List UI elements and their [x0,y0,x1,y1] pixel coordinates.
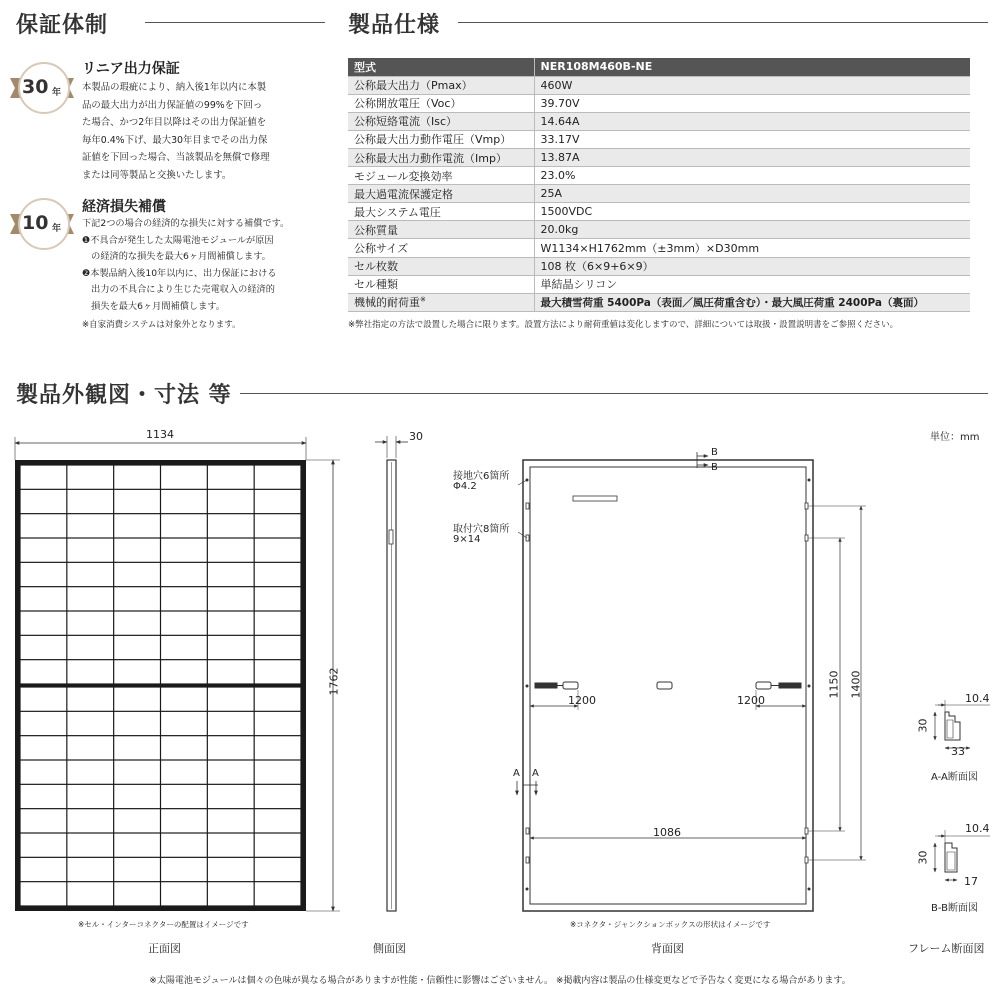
solar-cell [114,490,160,513]
solar-cell [67,688,113,711]
solar-cell [114,882,160,905]
bb-label: B-B断面図 [931,903,978,914]
dim-1400: 1400 [849,670,863,699]
spec-value: 25A [534,185,970,203]
spec-value: 39.70V [534,94,970,112]
solar-cell [114,736,160,759]
solar-cell [161,785,207,808]
solar-cell [114,785,160,808]
solar-cell [208,858,254,881]
spec-value: 108 枚（6×9+6×9） [534,257,970,275]
spec-value: 1500VDC [534,203,970,221]
spec-key: モジュール変換効率 [348,167,534,185]
solar-cell [67,736,113,759]
solar-cell [161,660,207,683]
solar-cell [21,834,67,857]
solar-cell [161,858,207,881]
solar-cell [21,636,67,659]
solar-cell [255,636,301,659]
solar-cell [114,587,160,610]
spec-key: 公称開放電圧（Voc） [348,94,534,112]
spec-key: 公称最大出力動作電流（Imp） [348,148,534,166]
badge-unit: 年 [52,224,62,234]
frame-section-aa [935,700,990,748]
back-view [517,452,866,911]
warranty-section-title: 保証体制 [16,13,109,38]
drawings-section-title: 製品外観図・寸法 等 [16,383,232,408]
solar-cell [255,612,301,635]
spec-value: 単結晶シリコン [534,275,970,293]
solar-cell [21,736,67,759]
spec-key: 公称サイズ [348,239,534,257]
spec-value: 460W [534,76,970,94]
solar-cell [161,587,207,610]
solar-cell [67,785,113,808]
solar-cell [21,785,67,808]
solar-cell [208,688,254,711]
section-b-top: B [711,447,718,458]
section-b-bottom: B [711,462,718,473]
solar-cell [21,587,67,610]
solar-cell [255,688,301,711]
solar-cell [161,612,207,635]
back-label-plate [573,496,617,501]
solar-cell [255,539,301,562]
solar-cell [161,761,207,784]
solar-cell [21,660,67,683]
ground-hole-label: 接地穴6箇所 [453,471,510,482]
spec-key: 公称質量 [348,221,534,239]
solar-cell [114,514,160,537]
solar-cell [114,636,160,659]
solar-cell [255,712,301,735]
solar-cell [114,712,160,735]
economic-warranty-heading: 経済損失補償 [82,199,166,215]
frame-caption: フレーム断面図 [908,942,985,955]
solar-cell [67,563,113,586]
solar-cell [114,761,160,784]
spec-value: 20.0kg [534,221,970,239]
solar-cell [161,490,207,513]
solar-cell [208,514,254,537]
bb-height-dim: 30 [916,850,930,865]
solar-cell [255,785,301,808]
linear-line: 本製品の瑕疵により、納入後1年以内に本製 [82,82,267,93]
solar-cell [21,563,67,586]
spec-value: 33.17V [534,130,970,148]
linear-warranty-heading: リニア出力保証 [82,61,180,77]
ground-hole-size: Φ4.2 [453,481,477,492]
mount-hole-label: 取付穴8箇所 [453,524,510,535]
dim-1150: 1150 [827,670,841,699]
front-caption: 正面図 [148,942,181,955]
solar-cell [67,514,113,537]
solar-cell [255,809,301,832]
solar-cell [21,809,67,832]
solar-cell [208,834,254,857]
solar-cell [208,660,254,683]
solar-cell [255,834,301,857]
spec-header-key: 型式 [348,58,534,76]
solar-cell [255,514,301,537]
spec-header-value: NER108M460B-NE [534,58,970,76]
solar-cell [208,882,254,905]
spec-value: 13.87A [534,148,970,166]
solar-cell [208,563,254,586]
front-width-dim: 1134 [146,428,174,441]
solar-cell [208,712,254,735]
solar-cell [67,612,113,635]
solar-cell [21,490,67,513]
economic-line: の経済的な損失を最大6ヶ月間補償します。 [82,251,271,263]
linear-line: 毎年0.4%下げ、最大30年目までその出力保 [82,134,268,146]
solar-cell [161,809,207,832]
solar-cell [114,688,160,711]
spec-key-mark: ※ [420,295,426,304]
solar-cell [21,882,67,905]
dim-1086: 1086 [653,826,681,839]
back-note: ※コネクタ・ジャンクションボックスの形状はイメージです [570,920,771,929]
solar-cell [67,466,113,489]
solar-cell [208,612,254,635]
linear-line: た場合、かつ2年目以降はその出力保証値を [82,117,267,128]
cable-left-dim: 1200 [568,694,596,707]
solar-cell [208,809,254,832]
economic-line: ❷本製品納入後10年以内に、出力保証における [82,267,277,279]
solar-cell [161,712,207,735]
spec-value: W1134×H1762mm（±3mm）×D30mm [534,239,970,257]
solar-cell [67,712,113,735]
solar-cell [255,563,301,586]
solar-cell [255,736,301,759]
solar-cell [114,539,160,562]
front-view [15,437,340,911]
bb-top-dim: 10.4 [965,822,990,835]
solar-cell [67,834,113,857]
solar-cell [161,882,207,905]
solar-cell [67,809,113,832]
linear-line: 証値を下回った場合、当該製品を無償で修理 [82,152,270,163]
side-view [375,436,408,911]
spec-key-text: 機械的耐荷重 [354,296,420,310]
solar-cell [67,636,113,659]
solar-cell [161,514,207,537]
badge-number: 10 [22,212,49,234]
solar-cell [161,563,207,586]
solar-cell [114,563,160,586]
back-caption: 背面図 [651,942,684,955]
badge-unit: 年 [52,88,62,98]
solar-cell [208,736,254,759]
solar-cell [67,761,113,784]
solar-cell [255,466,301,489]
spec-key: セル枚数 [348,257,534,275]
linear-line: 品の最大出力が出力保証値の99%を下回っ [82,99,263,111]
spec-section-title: 製品仕様 [348,13,441,38]
spec-key: 公称短絡電流（Isc） [348,112,534,130]
solar-cell [114,466,160,489]
solar-cell [161,688,207,711]
footer-note: ※太陽電池モジュールは個々の色味が異なる場合がありますが性能・信頼性に影響はございません。 ※掲載内容は製品の仕様変更などで予告なく変更になる場合があります。 [149,976,851,986]
solar-cell [21,712,67,735]
solar-cell [255,587,301,610]
solar-cell [67,490,113,513]
spec-key: 最大過電流保護定格 [348,185,534,203]
solar-cell [208,587,254,610]
solar-cell [255,761,301,784]
side-caption: 側面図 [373,942,406,955]
solar-cell [208,761,254,784]
solar-cell [255,858,301,881]
solar-cell [114,612,160,635]
spec-value: 23.0% [534,167,970,185]
spec-key: 公称最大出力動作電圧（Vmp） [348,130,534,148]
economic-line: 出力の不具合により生じた売電収入の経済的 [82,284,275,296]
frame-section-bb [935,830,990,880]
solar-cell [161,834,207,857]
solar-cell [208,539,254,562]
aa-height-dim: 30 [916,718,930,733]
solar-cell [208,636,254,659]
mount-hole-size: 9×14 [453,534,481,545]
solar-cell [255,660,301,683]
section-a-right: A [532,768,539,779]
spec-key: セル種類 [348,275,534,293]
bb-width-dim: 17 [964,875,978,888]
solar-cell [21,688,67,711]
aa-label: A-A断面図 [931,772,978,783]
solar-cell [21,539,67,562]
solar-cell [21,858,67,881]
solar-cell [114,809,160,832]
solar-cell [161,736,207,759]
solar-cell [21,761,67,784]
solar-cell [208,785,254,808]
spec-key: 最大システム電圧 [348,203,534,221]
economic-line: 損失を最大6ヶ月間補償します。 [82,300,225,312]
solar-cell [161,539,207,562]
economic-warranty-note: ※自家消費システムは対象外となります。 [82,320,241,330]
economic-line: 下記2つの場合の経済的な損失に対する補償です。 [82,218,290,229]
solar-cell [208,466,254,489]
front-note: ※セル・インターコネクターの配置はイメージです [78,920,249,929]
aa-top-dim: 10.4 [965,692,990,705]
linear-line: または同等製品と交換いたします。 [82,169,232,181]
unit-label: 単位：mm [930,432,980,443]
side-junction [389,530,393,544]
section-a-left: A [513,768,520,779]
solar-cell [21,466,67,489]
solar-cell [161,466,207,489]
economic-line: ❶不具合が発生した太陽電池モジュールが原因 [82,234,274,246]
spec-note: ※弊社指定の方法で設置した場合に限ります。設置方法により耐荷重値は変化しますので、詳細については取扱・設置説明書をご参照ください。 [348,320,899,330]
spec-key: 公称最大出力（Pmax） [348,76,534,94]
solar-cell [114,858,160,881]
front-height-dim: 1762 [327,667,341,696]
solar-cell [114,660,160,683]
solar-cell [21,514,67,537]
solar-cell [67,882,113,905]
solar-cell [67,587,113,610]
solar-cell [161,636,207,659]
junction-boxes [535,682,801,689]
solar-cell [21,612,67,635]
solar-cell [67,858,113,881]
badge-number: 30 [22,76,49,98]
solar-cell [114,834,160,857]
solar-cell [67,539,113,562]
solar-cell [208,490,254,513]
cable-right-dim: 1200 [737,694,765,707]
spec-value: 14.64A [534,112,970,130]
side-depth-dim: 30 [409,430,423,443]
spec-value: 最大積雪荷重 5400Pa（表面／風圧荷重含む）・最大風圧荷重 2400Pa（裏面） [534,293,970,311]
solar-cell [255,882,301,905]
solar-cell [67,660,113,683]
solar-cell [255,490,301,513]
aa-width-dim: 33 [951,745,965,758]
